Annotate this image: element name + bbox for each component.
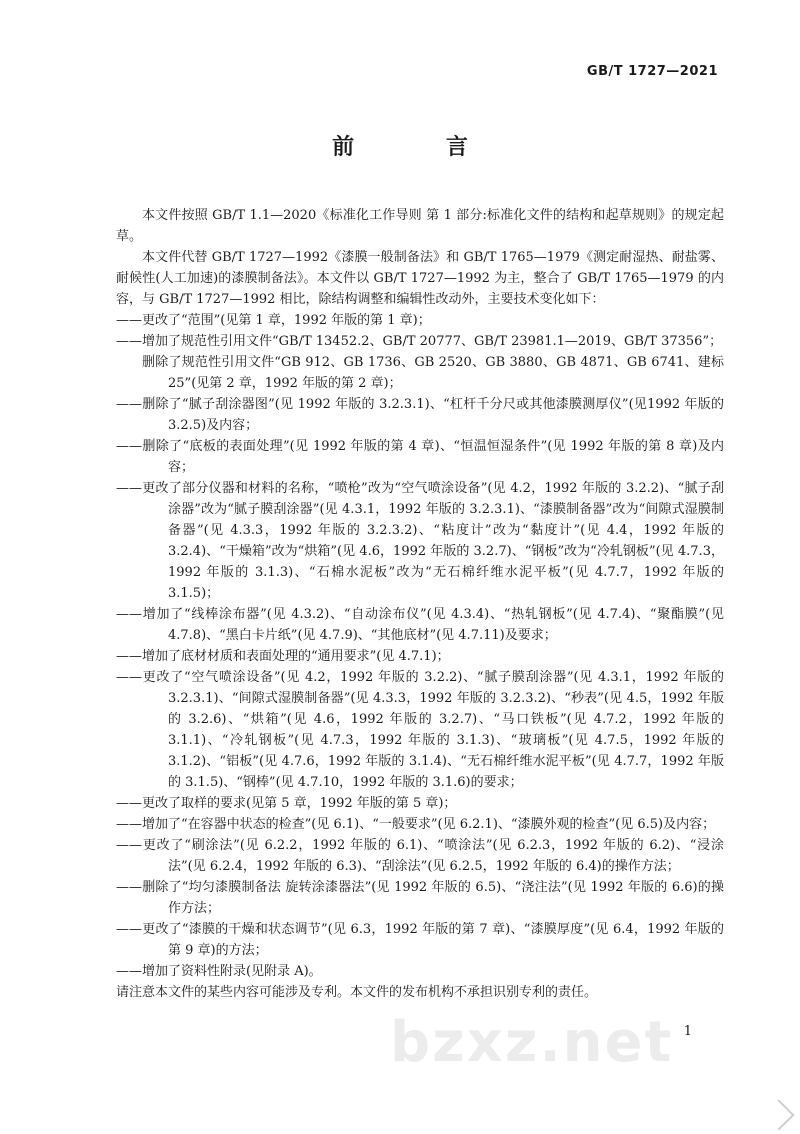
watermark-logo: bzxz.net bbox=[390, 1010, 674, 1075]
change-item: ——更改了取样的要求(见第 5 章，1992 年版的第 5 章)； bbox=[116, 796, 457, 811]
paragraph-replacement: 本文件代替 GB/T 1727—1992《漆膜一般制备法》和 GB/T 1765—1979《测定耐湿热、耐盐雾、耐候性(人工加速)的漆膜制备法》。本文件以 GB/T 1727—1992 为主，整合了 GB/T 1765—1979 的内容，与 GB/T 1727—1992 相比，除结构调整和编辑性改动外，主要技术变化如下： bbox=[116, 250, 724, 307]
change-item: ——增加了规范性引用文件“GB/T 13452.2、GB/T 20777、GB/T 23981.1—2019、GB/T 37356”； bbox=[116, 334, 723, 349]
change-item: ——增加了资料性附录(见附录 A)。 bbox=[116, 964, 322, 979]
change-item: ——更改了“空气喷涂设备”(见 4.2，1992 年版的 3.2.2)、“腻子膜刮涂器”(见 4.3.1，1992 年版的 3.2.3.1)、“间隙式湿膜制备器”(见 4.3.3，1992 年版的 3.2.3.2)、“秒表”(见 4.5，1992 年版的 3.2.6)、“烘箱”(见 4.6，1992 年版的 3.2.7)、“马口铁板”(见 4.7.2，1992 年版的 3.1.1)、“冷轧钢板”(见 4.7.3，1992 年版的 3.1.3)、“玻璃板”(见 4.7.5，1992 年版的 3.1.2)、“铝板”(见 4.7.6，1992 年版的 3.1.4)、“无石棉纤维水泥平板”(见 4.7.7，1992 年版的 3.1.5)、“钢棒”(见 4.7.10，1992 年版的 3.1.6)的要求； bbox=[116, 670, 724, 790]
change-item: ——增加了“在容器中状态的检查”(见 6.1)、“一般要求”(见 6.2.1)、“漆膜外观的检查”(见 6.5)及内容； bbox=[116, 817, 716, 832]
page-number: 1 bbox=[683, 1024, 692, 1039]
change-item: ——增加了底材材质和表面处理的“通用要求”(见 4.7.1)； bbox=[116, 649, 450, 664]
change-item: ——删除了“均匀漆膜制备法 旋转涂漆器法”(见 1992 年版的 6.5)、“浇注法”(见 1992 年版的 6.6)的操作方法； bbox=[116, 880, 724, 916]
document-body bbox=[116, 205, 724, 1003]
change-item: ——更改了部分仪器和材料的名称，“喷枪”改为“空气喷涂设备”(见 4.2，1992 年版的 3.2.2)、“腻子刮涂器”改为“腻子膜刮涂器”(见 4.3.1，1992 年版的 3.2.3.1)、“漆膜制备器”改为“间隙式湿膜制备器”(见 4.3.3，1992 年版的 3.2.3.2)、“粘度计”改为“黏度计”(见 4.4，1992 年版的 3.2.4)、“干燥箱”改为“烘箱”(见 4.6，1992 年版的 3.2.7)、“钢板”改为“冷轧钢板”(见 4.7.3，1992 年版的 3.1.3)、“石棉水泥板”改为“无石棉纤维水泥平板”(见 4.7.7，1992 年版的3.1.5)； bbox=[116, 481, 724, 601]
patent-notice: 请注意本文件的某些内容可能涉及专利。本文件的发布机构不承担识别专利的责任。 bbox=[116, 985, 598, 1000]
standard-code: GB/T 1727—2021 bbox=[586, 64, 718, 79]
change-item: ——更改了“漆膜的干燥和状态调节”(见 6.3，1992 年版的第 7 章)、“漆膜厚度”(见 6.4，1992 年版的第 9 章)的方法； bbox=[116, 922, 724, 958]
change-item: ——更改了“范围”(见第 1 章，1992 年版的第 1 章)； bbox=[116, 313, 431, 328]
change-item: ——更改了“刷涂法”(见 6.2.2，1992 年版的 6.1)、“喷涂法”(见 6.2.3，1992 年版的 6.2)、“浸涂法”(见 6.2.4，1992 年版的 6.3)、“刮涂法”(见 6.2.5，1992 年版的 6.4)的操作方法； bbox=[116, 838, 724, 874]
page-corner-mark bbox=[763, 1099, 794, 1130]
page-title: 前 言 bbox=[332, 135, 510, 160]
change-item-continuation: 删除了规范性引用文件“GB 912、GB 1736、GB 2520、GB 3880、GB 4871、GB 6741、建标 25”(见第 2 章，1992 年版的第 2 章)； bbox=[142, 355, 724, 391]
change-item: ——删除了“底板的表面处理”(见 1992 年版的第 4 章)、“恒温恒湿条件”(见 1992 年版的第 8 章)及内容； bbox=[116, 439, 724, 475]
paragraph-drafting-basis: 本文件按照 GB/T 1.1—2020《标准化工作导则 第 1 部分:标准化文件的结构和起草规则》的规定起草。 bbox=[116, 208, 724, 244]
change-item: ——增加了“线棒涂布器”(见 4.3.2)、“自动涂布仪”(见 4.3.4)、“热轧钢板”(见 4.7.4)、“聚酯膜”(见 4.7.8)、“黑白卡片纸”(见 4.7.9)、“其他底材”(见 4.7.11)及要求； bbox=[116, 607, 724, 643]
change-item: ——删除了“腻子刮涂器图”(见 1992 年版的 3.2.3.1)、“杠杆千分尺或其他漆膜测厚仪”(见1992 年版的 3.2.5)及内容； bbox=[116, 397, 724, 433]
